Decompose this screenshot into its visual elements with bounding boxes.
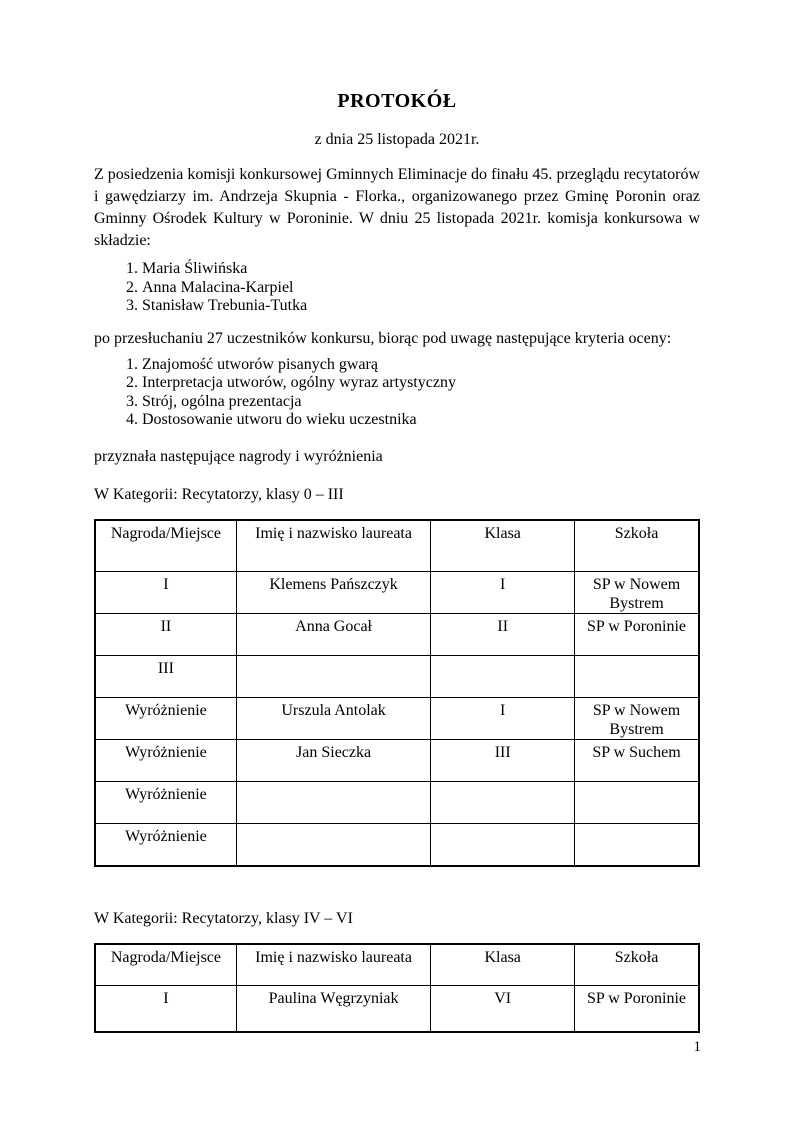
section-heading-category-4-6: W Kategorii: Recytatorzy, klasy IV – VI — [94, 909, 353, 927]
table-cell: Wyróżnienie — [95, 824, 236, 866]
table-cell: SP w Suchem — [575, 740, 699, 782]
table-cell: Wyróżnienie — [95, 782, 236, 824]
table-row — [95, 656, 699, 698]
results-table-category-4-6 — [94, 943, 700, 1033]
table-row — [95, 740, 699, 782]
table-cell: SP w Poroninie — [575, 614, 699, 656]
table-header-cell: Szkoła — [575, 944, 699, 986]
table-row — [95, 572, 699, 614]
table-cell: Paulina Węgrzyniak — [236, 986, 430, 1032]
table-cell — [575, 656, 699, 698]
table-cell: Anna Gocał — [236, 614, 430, 656]
table-cell: II — [431, 614, 575, 656]
table-cell: III — [95, 656, 236, 698]
table-row — [95, 614, 699, 656]
table-row — [95, 986, 699, 1032]
table-cell: I — [431, 572, 575, 614]
list-item: 1. Znajomość utworów pisanych gwarą — [142, 356, 700, 375]
results-table-category-0-3 — [94, 519, 700, 867]
table-cell: Wyróżnienie — [95, 740, 236, 782]
table-header-cell: Nagroda/Miejsce — [95, 944, 236, 986]
table-cell — [236, 656, 430, 698]
table-header-row — [95, 944, 699, 986]
table-cell: Jan Sieczka — [236, 740, 430, 782]
table-cell — [431, 824, 575, 866]
list-item: 2. Anna Malacina-Karpiel — [142, 279, 700, 298]
criteria-intro-paragraph: po przesłuchaniu 27 uczestników konkursu, biorąc pod uwagę następujące kryteria oceny: — [94, 329, 672, 347]
page-number: 1 — [693, 1039, 701, 1055]
table-cell — [575, 824, 699, 866]
intro-paragraph: Z posiedzenia komisji konkursowej Gminnych Eliminacje do finału 45. przeglądu recytatorów i gawędziarzy im. Andrzeja Skupnia - Florka., organizowanego przez Gminę Poronin oraz Gminny Ośrodek Kultury w Poroninie. W dniu 25 listopada 2021r. komisja konkursowa w składzie: — [94, 166, 700, 249]
table-cell — [236, 782, 430, 824]
criteria-list — [94, 356, 700, 430]
table-row — [95, 698, 699, 740]
list-item: 1. Maria Śliwińska — [142, 260, 700, 279]
table-cell: SP w Nowem Bystrem — [575, 572, 699, 614]
table-cell — [431, 782, 575, 824]
table-cell: I — [95, 572, 236, 614]
table-cell: Wyróżnienie — [95, 698, 236, 740]
table-cell: II — [95, 614, 236, 656]
table-header-cell: Imię i nazwisko laureata — [236, 944, 430, 986]
table-row — [95, 782, 699, 824]
table-header-row — [95, 520, 699, 572]
document-title: PROTOKÓŁ — [337, 90, 457, 112]
list-item: 3. Strój, ogólna prezentacja — [142, 393, 700, 412]
table-header-cell: Szkoła — [575, 520, 699, 572]
table-cell: I — [431, 698, 575, 740]
table-cell: I — [95, 986, 236, 1032]
table-cell — [431, 656, 575, 698]
section-heading-category-0-3: W Kategorii: Recytatorzy, klasy 0 – III — [94, 485, 344, 503]
table-cell: VI — [431, 986, 575, 1032]
table-header-cell: Klasa — [431, 520, 575, 572]
awards-line: przyznała następujące nagrody i wyróżnienia — [94, 447, 383, 465]
table-cell — [575, 782, 699, 824]
list-item: 2. Interpretacja utworów, ogólny wyraz artystyczny — [142, 374, 700, 393]
table-header-cell: Imię i nazwisko laureata — [236, 520, 430, 572]
table-header-cell: Nagroda/Miejsce — [95, 520, 236, 572]
table-cell: Klemens Pańszczyk — [236, 572, 430, 614]
table-row — [95, 824, 699, 866]
table-cell: Urszula Antolak — [236, 698, 430, 740]
table-cell: III — [431, 740, 575, 782]
table-cell — [236, 824, 430, 866]
list-item: 3. Stanisław Trebunia-Tutka — [142, 297, 700, 316]
table-cell: SP w Poroninie — [575, 986, 699, 1032]
table-header-cell: Klasa — [431, 944, 575, 986]
list-item: 4. Dostosowanie utworu do wieku uczestnika — [142, 411, 700, 430]
committee-list — [94, 260, 700, 316]
table-cell: SP w Nowem Bystrem — [575, 698, 699, 740]
document-date-line: z dnia 25 listopada 2021r. — [314, 131, 480, 148]
